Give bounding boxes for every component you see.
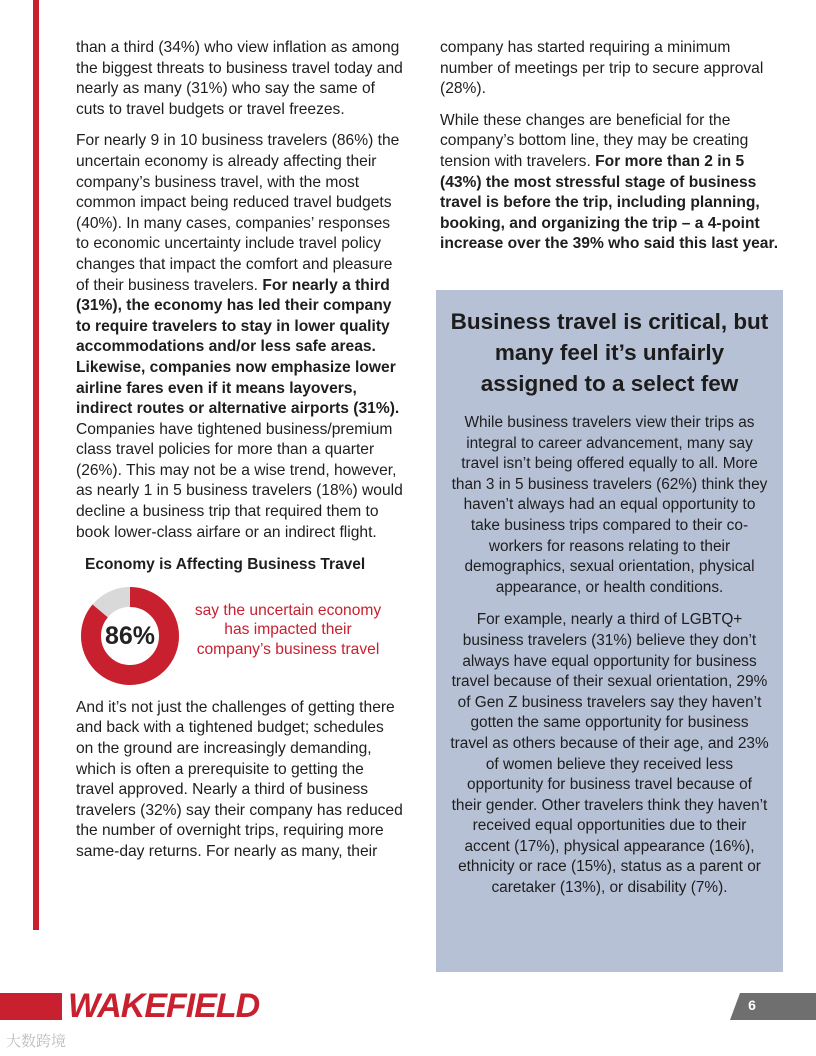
watermark: 大数跨境	[6, 1033, 67, 1050]
right-paragraph-2-text: While these changes are beneficial for the company’s bottom line, they may be creating tension with travelers.	[440, 111, 749, 170]
callout-box	[436, 290, 783, 972]
left-column	[76, 38, 404, 874]
left-paragraph-2-text-a: For nearly 9 in 10 business travelers (86%) the uncertain economy is already affecting their company’s business travel, with the most common impact being reduced travel budgets (40%). In many cases, companies’ responses to economic uncertainty include travel policy changes that impact the comfort and pleasure of their business travelers.	[76, 132, 400, 294]
page-number-tab	[730, 993, 816, 1020]
donut-value-label: 86%	[104, 621, 156, 650]
callout-paragraph-2: For example, nearly a third of LGBTQ+ business travelers (31%) believe they don’t always have equal opportunity for business travel because of their sexual orientation, 29% of Gen Z business travelers say they haven’t gotten the same opportunity for business travel as others because of their age, and 23% of women believe they received less opportunity for business travel because of their gender. Other travelers think they haven’t received equal opportunities due to their accent (17%), physical appearance (16%), ethnicity or race (15%), status as a parent or caretaker (13%), or disability (7%).	[450, 611, 769, 897]
callout-paragraph-1: While business travelers view their trips as integral to career advancement, many say travel isn’t being offered equally to all. More than 3 in 5 business travelers (62%) think they haven’t always had an equal opportunity to take business trips compared to their co-workers for reasons relating to their demographics, sexual orientation, physical appearance, or health conditions.	[451, 414, 768, 596]
left-accent-bar	[33, 0, 39, 930]
right-paragraph-2	[440, 111, 785, 255]
left-paragraph-2-text-b: Companies have tightened business/premium class travel policies for more than a quarter (26%). This may not be a wise trend, however, as nearly 1 in 5 business travelers (18%) would decline a business trip that required them to book lower-class airfare or an indirect flight.	[76, 420, 403, 541]
callout-heading: Business travel is critical, but many feel it’s unfairly assigned to a select few	[450, 309, 769, 396]
wakefield-logo: WAKEFIELD	[68, 987, 260, 1025]
chart-title: Economy is Affecting Business Travel	[85, 556, 366, 574]
footer-red-block	[0, 993, 62, 1020]
left-paragraph-3: And it’s not just the challenges of getting there and back with a tightened budget; schedules on the ground are increasingly demanding, which is often a prerequisite to getting the travel approved. Nearly a third of business travelers (32%) say their company has reduced the number of overnight trips, requiring more same-day returns. For nearly as many, their	[76, 698, 403, 860]
page-number: 6	[748, 997, 756, 1013]
right-paragraph-2-bold: For more than 2 in 5 (43%) the most stressful stage of business travel is before the trip, including planning, booking, and organizing the trip – a 4-point increase over the 39% who said this last year.	[440, 152, 779, 253]
donut-chart	[76, 586, 404, 698]
right-paragraph-1: company has started requiring a minimum number of meetings per trip to secure approval (28%).	[440, 39, 764, 98]
right-column	[440, 38, 785, 266]
left-paragraph-2	[76, 131, 404, 543]
left-paragraph-2-bold: For nearly a third (31%), the economy has led their company to require travelers to stay in lower quality accommodations and/or less safe areas. Likewise, companies now emphasize lower airline fares even if it means layovers, indirect routes or alternative airports (31%).	[76, 276, 400, 418]
left-paragraph-1: than a third (34%) who view inflation as among the biggest threats to business travel today and nearly as many (31%) who say the same of cuts to travel budgets or travel freezes.	[76, 39, 403, 118]
donut-caption: say the uncertain economy has impacted their company’s business travel	[194, 601, 382, 658]
